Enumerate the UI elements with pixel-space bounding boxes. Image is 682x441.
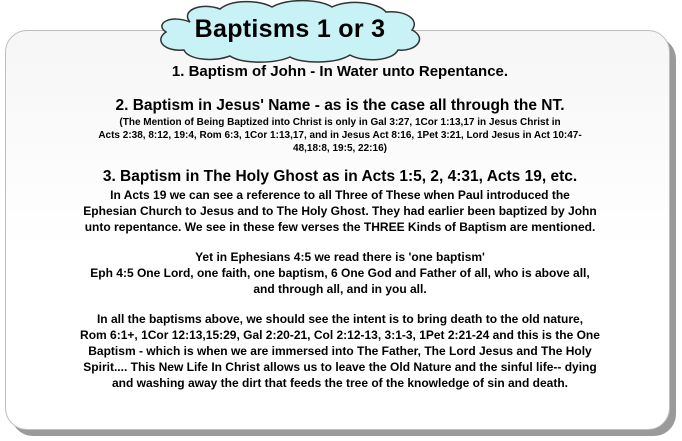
section3-line2: Ephesian Church to Jesus and to The Holy Ghost. They had earlier been baptized by John (83, 204, 597, 218)
main-content (20, 60, 660, 391)
section3-line3: unto repentance. We see in these few verses the THREE Kinds of Baptism are mentioned. (84, 220, 596, 234)
section3-heading: 3. Baptism in The Holy Ghost as in Acts 1:5, 2, 4:31, Acts 19, etc. (102, 168, 578, 185)
conclusion-line1: In all the baptisms above, we should see the intent is to bring death to the old nature, (96, 312, 584, 326)
ephesians-line3: and through all, and in you all. (253, 282, 427, 296)
section2-note-line1: (The Mention of Being Baptized into Christ is only in Gal 3:27, 1Cor 1:13,17 in Jesus Christ in (119, 117, 561, 128)
section2-heading: 2. Baptism in Jesus' Name - as is the case all through the NT. (115, 97, 565, 114)
section2-note-line2: Acts 2:38, 8:12, 19:4, Rom 6:3, 1Cor 1:13,17, and in Jesus Act 8:16, 1Pet 3:21, Lord Jesus in Act 10:47- (98, 130, 582, 141)
section1-heading: 1. Baptism of John - In Water unto Repentance. (171, 63, 509, 80)
section3-line1: In Acts 19 we can see a reference to all Three of These when Paul introduced the (110, 188, 570, 202)
conclusion-line2: Rom 6:1+, 1Cor 12:13,15:29, Gal 2:20-21, Col 2:12-13, 3:1-3, 1Pet 2:21-24 and this is the One (80, 328, 600, 342)
conclusion-line3: Baptism - which is when we are immersed into The Father, The Lord Jesus and The Holy (88, 344, 592, 358)
conclusion-line5: and washing away the dirt that feeds the tree of the knowledge of sin and death. (111, 376, 569, 390)
ephesians-line2: Eph 4:5 One Lord, one faith, one baptism, 6 One God and Father of all, who is above all, (90, 266, 590, 280)
ephesians-line1: Yet in Ephesians 4:5 we read there is 'one baptism' (195, 250, 485, 264)
conclusion-line4: Spirit.... This New Life In Christ allows us to leave the Old Nature and the sinful life-- dying (83, 360, 597, 374)
title-cloud (150, 0, 430, 64)
page-title: Baptisms 1 or 3 (194, 15, 386, 43)
section2-note-line3: 48,18:8, 19:5, 22:16) (293, 143, 387, 154)
